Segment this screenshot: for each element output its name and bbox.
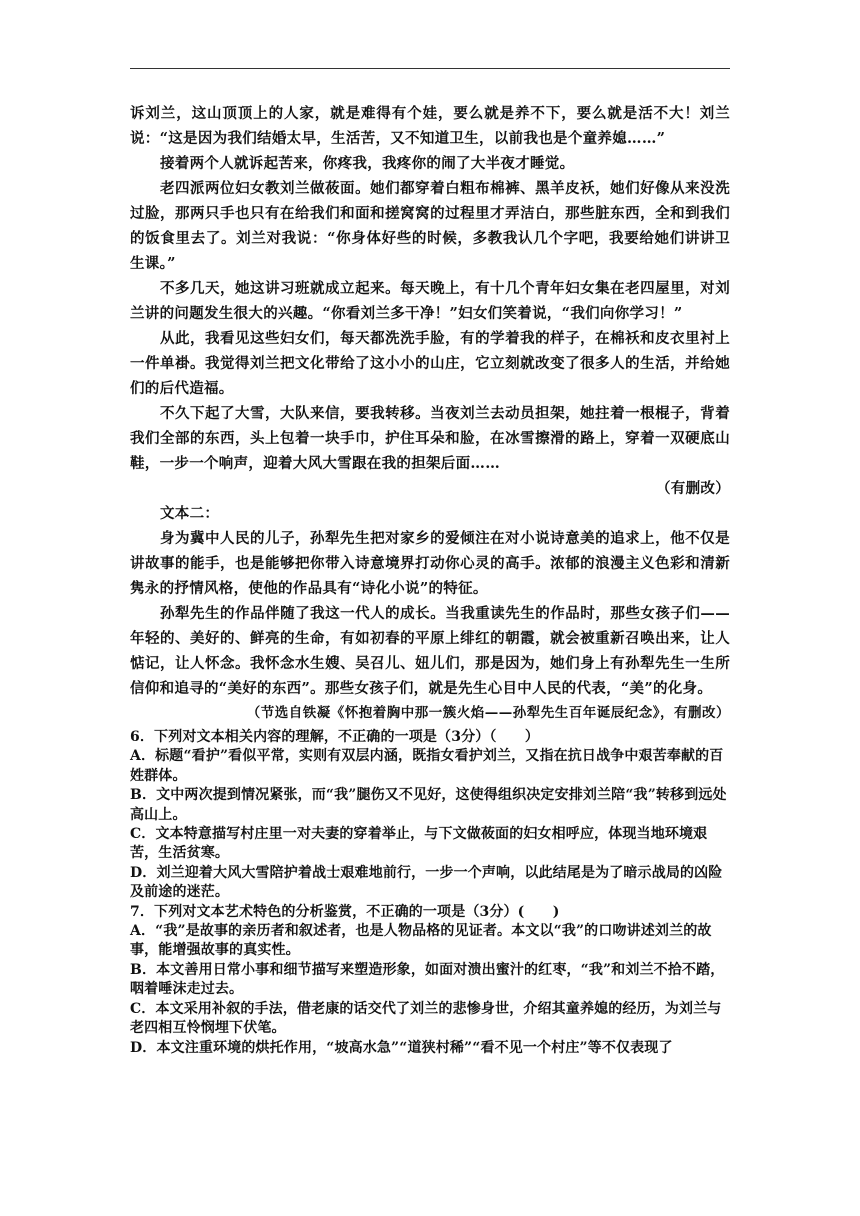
text1-paragraph: 不久下起了大雪，大队来信，要我转移。当夜刘兰去动员担架，她拄着一根棍子，背着我们全部的东西，头上包着一块手巾，护住耳朵和脸，在冰雪擦滑的路上，穿着一双硬底山鞋，一步一个响声，迎着大风大雪跟在我的担架后面…… — [130, 405, 730, 472]
question-6-option-d: D．刘兰迎着大风大雪陪护着战士艰难地前行，一步一个声响，以此结尾是为了暗示战局的凶险及前途的迷茫。 — [130, 864, 723, 901]
question-6-option-b: B．文中两次提到情况紧张，而“我”腿伤又不见好，这使得组织决定安排刘兰陪“我”转移到远处高山上。 — [130, 787, 727, 823]
question-6-stem: 6．下列对文本相关内容的理解，不正确的一项是（3分）（ ） — [130, 729, 539, 745]
text2-paragraph: 身为冀中人民的儿子，孙犁先生把对家乡的爱倾注在对小说诗意美的追求上，他不仅是讲故事的能手，也是能够把你带入诗意境界打动你心灵的高手。浓郁的浪漫主义色彩和清新隽永的抒情风格，使他的作品具有“诗化小说”的特征。 — [130, 530, 730, 597]
header-rule — [130, 68, 730, 69]
text1-section — [130, 101, 730, 501]
text1-paragraph: 不多几天，她这讲习班就成立起来。每天晚上，有十几个青年妇女集在老四屋里，对刘兰讲的问题发生很大的兴趣。“你看刘兰多干净！”妇女们笑着说，“我们向你学习！” — [130, 280, 730, 322]
text1-paragraph: 接着两个人就诉起苦来，你疼我，我疼你的闹了大半夜才睡觉。 — [160, 155, 575, 172]
question-6-option-c: C．文本特意描写村庄里一对夫妻的穿着举止，与下文做莜面的妇女相呼应，体现当地环境艰苦，生活贫寒。 — [130, 826, 708, 862]
question-6 — [130, 728, 730, 903]
text1-edit-note: （有删改） — [656, 480, 730, 497]
question-7-option-d: D．本文注重环境的烘托作用，“坡高水急”“道狭村稀”“看不见一个村庄”等不仅表现了 — [130, 1039, 673, 1056]
question-6-option-a: A．标题“看护”看似平常，实则有双层内涵，既指女看护刘兰，又指在抗日战争中艰苦奉献的百姓群体。 — [130, 748, 724, 784]
text1-paragraph: 从此，我看见这些妇女们，每天都洗洗手脸，有的学着我的样子，在棉袄和皮衣里衬上一件单褂。我觉得刘兰把文化带给了这小小的山庄，它立刻就改变了很多人的生活，并给她们的后代造福。 — [130, 330, 730, 397]
question-7 — [130, 903, 730, 1058]
question-7-option-a: A．“我”是故事的亲历者和叙述者，也是人物品格的见证者。本文以“我”的口吻讲述刘兰的故事，能增强故事的真实性。 — [130, 923, 712, 959]
text1-paragraph: 诉刘兰，这山顶顶上的人家，就是难得有个娃，要么就是养不下，要么就是活不大！刘兰说：“这是因为我们结婚太早，生活苦，又不知道卫生，以前我也是个童养媳……” — [130, 105, 730, 147]
text2-heading: 文本二： — [160, 505, 220, 522]
text1-paragraph: 老四派两位妇女教刘兰做莜面。她们都穿着白粗布棉裤、黑羊皮袄，她们好像从来没洗过脸，那两只手也只有在给我们和面和搓窝窝的过程里才弄洁白，那些脏东西，全和到我们的饭食里去了。刘兰对我说：“你身体好些的时候，多教我认几个字吧，我要给她们讲讲卫生课。” — [130, 180, 730, 272]
text2-source-note: （节选自铁凝《怀抱着胸中那一簇火焰——孙犁先生百年诞辰纪念》，有删改） — [246, 705, 730, 721]
text2-section — [130, 501, 730, 726]
question-7-option-c: C．本文采用补叙的手法，借老康的话交代了刘兰的悲惨身世，介绍其童养媳的经历，为刘兰与老四相互怜悯埋下伏笔。 — [130, 1000, 722, 1037]
question-7-stem: 7．下列对文本艺术特色的分析鉴赏，不正确的一项是（3分）( ) — [130, 903, 560, 920]
question-7-option-b: B．本文善用日常小事和细节描写来塑造形象，如面对溃出蜜汁的红枣，“我”和刘兰不拾不踏，咽着唾沫走过去。 — [130, 961, 725, 998]
document-body — [130, 101, 730, 1058]
text2-paragraph: 孙犁先生的作品伴随了我这一代人的成长。当我重读先生的作品时，那些女孩子们——年轻的、美好的、鲜亮的生命，有如初春的平原上绯红的朝霞，就会被重新召唤出来，让人惦记，让人怀念。我怀念水生嫂、吴召儿、妞儿们，那是因为，她们身上有孙犁先生一生所信仰和追寻的“美好的东西”。那些女孩子们，就是先生心目中人民的代表，“美”的化身。 — [130, 605, 730, 697]
